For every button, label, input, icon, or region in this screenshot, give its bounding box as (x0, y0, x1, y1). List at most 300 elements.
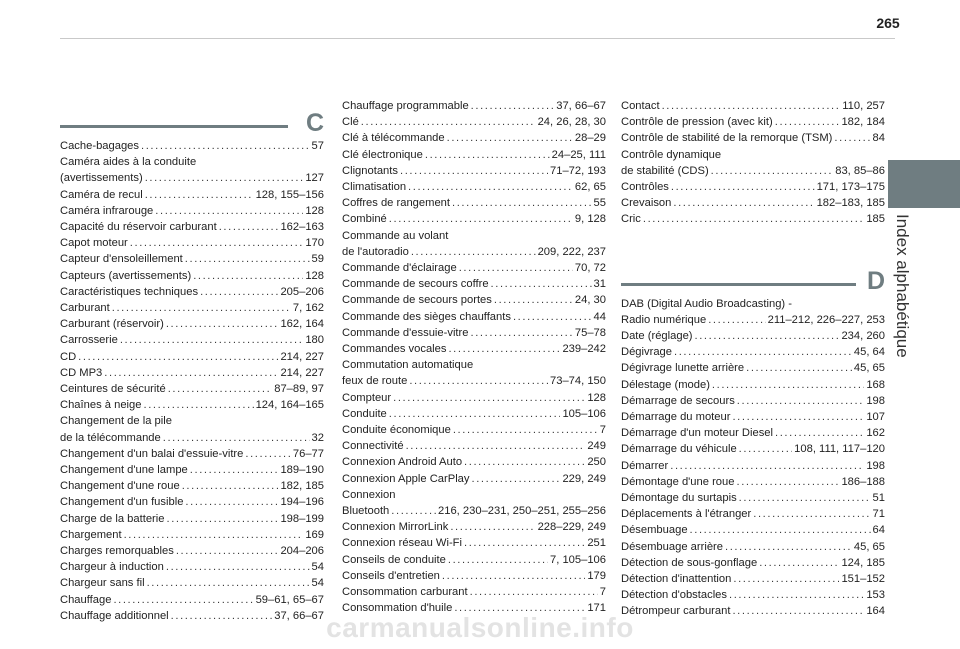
index-entry (621, 555, 885, 571)
entry-term: Déplacements à l'étranger (621, 508, 752, 521)
entry-term: Capteurs (avertissements) (60, 269, 192, 282)
entry-term: Compteur (342, 391, 392, 404)
index-entry (342, 422, 606, 438)
leader-dots (389, 406, 561, 422)
index-entry (60, 559, 324, 575)
entry-pages: 205–206 (280, 285, 324, 298)
section-bar (60, 125, 288, 128)
leader-dots (459, 260, 573, 276)
index-entry-line (60, 349, 324, 365)
index-entry-line (342, 179, 606, 195)
index-entry (342, 228, 606, 260)
index-entry (621, 490, 885, 506)
entry-pages: 228–229, 249 (537, 521, 606, 534)
entry-pages: 37, 66–67 (274, 609, 324, 622)
index-entry-line (342, 422, 606, 438)
index-entry (60, 349, 324, 365)
entry-pages: 76–77 (292, 447, 324, 460)
entry-pages: 51 (872, 492, 885, 505)
index-entry-line (342, 244, 606, 260)
index-entry (342, 584, 606, 600)
entry-pages: 214, 227 (280, 366, 324, 379)
entry-term: Cric (621, 213, 641, 226)
leader-dots (494, 292, 573, 308)
index-entry (60, 413, 324, 445)
entry-term: CD MP3 (60, 366, 103, 379)
index-entry-line (342, 228, 606, 244)
leader-dots (130, 235, 304, 251)
entry-pages: 209, 222, 237 (537, 245, 606, 258)
leader-dots (182, 478, 279, 494)
entry-pages: 216, 230–231, 250–251, 255–256 (438, 505, 606, 518)
entry-term: Commande des sièges chauffants (342, 310, 511, 323)
entry-pages: 164 (866, 605, 885, 618)
leader-dots (732, 409, 864, 425)
entries (621, 98, 885, 228)
entry-pages: 204–206 (280, 545, 324, 558)
entry-pages: 59–61, 65–67 (255, 593, 324, 606)
index-entry-line (60, 332, 324, 348)
entry-pages: 239–242 (562, 343, 606, 356)
index-entry (60, 138, 324, 154)
index-entry (60, 381, 324, 397)
index-entry-line (621, 555, 885, 571)
index-column-3 (621, 98, 885, 620)
index-entry (342, 454, 606, 470)
entry-pages: 198–199 (280, 512, 324, 525)
entry-term: Démarrage du véhicule (621, 443, 737, 456)
entry-term: Capacité du réservoir carburant (60, 221, 217, 234)
entry-term: Chargement (60, 528, 122, 541)
entry-term: Conseils de conduite (342, 553, 446, 566)
index-entry-line (342, 147, 606, 163)
entry-pages: 71–72, 193 (550, 164, 606, 177)
entry-term: Connexion Apple CarPlay (342, 472, 470, 485)
leader-dots (193, 268, 303, 284)
index-entry (621, 211, 885, 227)
entry-term: Capteur d'ensoleillement (60, 253, 183, 266)
index-entry-line (60, 187, 324, 203)
index-entry-line (60, 365, 324, 381)
entry-pages: 28–29 (574, 132, 606, 145)
leader-dots (450, 519, 535, 535)
index-entry (60, 511, 324, 527)
entry-pages: 168 (866, 378, 885, 391)
entry-term: Conduite (342, 407, 387, 420)
section-spacer (621, 228, 885, 264)
entry-term: Clé (342, 116, 359, 129)
entry-pages: 185 (866, 213, 885, 226)
entry-pages: 179 (587, 569, 606, 582)
entry-term: Commande d'éclairage (342, 262, 457, 275)
index-entry (621, 360, 885, 376)
entry-term: Conduite économique (342, 424, 451, 437)
index-entry (60, 235, 324, 251)
entry-pages: 171, 173–175 (816, 181, 885, 194)
leader-dots (739, 490, 871, 506)
index-entry (60, 543, 324, 559)
index-entry-line (342, 341, 606, 357)
entry-term: Changement d'un balai d'essuie-vitre (60, 447, 244, 460)
index-entry-line (621, 425, 885, 441)
leader-dots (712, 377, 864, 393)
entry-term: Délestage (mode) (621, 378, 710, 391)
index-entry (342, 552, 606, 568)
index-entry (342, 114, 606, 130)
leader-dots (448, 552, 548, 568)
entry-term: Combiné (342, 213, 387, 226)
leader-dots (190, 462, 279, 478)
entry-term: Dégivrage lunette arrière (621, 362, 745, 375)
entry-term: Commande de secours portes (342, 294, 492, 307)
index-entry (342, 357, 606, 389)
leader-dots (145, 170, 304, 186)
entry-pages: 211–212, 226–227, 253 (767, 313, 885, 326)
leader-dots (739, 441, 793, 457)
entry-pages: 45, 64 (853, 346, 885, 359)
leader-dots (670, 458, 864, 474)
entry-term: Capot moteur (60, 237, 128, 250)
leader-dots (104, 365, 278, 381)
index-entry (621, 98, 885, 114)
leader-dots (733, 571, 839, 587)
entry-pages: 32 (311, 431, 324, 444)
entry-pages: 7, 162 (292, 302, 324, 315)
index-entry-line (342, 373, 606, 389)
entry-term: Caméra de recul (60, 188, 143, 201)
watermark: carmanualsonline.info (326, 612, 634, 643)
entry-term: feux de route (342, 375, 408, 388)
entry-term: Charge de la batterie (60, 512, 165, 525)
leader-dots (145, 187, 254, 203)
index-entry-line (60, 300, 324, 316)
index-entry-line (621, 312, 885, 328)
entry-term: Charges remorquables (60, 545, 174, 558)
index-entry-line (60, 138, 324, 154)
entry-pages: 54 (311, 577, 324, 590)
entry-pages: 44 (593, 310, 606, 323)
leader-dots (643, 211, 864, 227)
index-entry-line (621, 490, 885, 506)
entry-term: Consommation carburant (342, 586, 468, 599)
entry-pages: 128 (305, 204, 324, 217)
index-entry-line (621, 571, 885, 587)
index-entry (60, 592, 324, 608)
entry-term: Changement d'une roue (60, 480, 180, 493)
index-entry-line (342, 471, 606, 487)
leader-dots (245, 446, 290, 462)
index-entry (621, 409, 885, 425)
entry-pages: 182, 185 (280, 480, 324, 493)
index-entry-line (60, 219, 324, 235)
leader-dots (120, 332, 304, 348)
leader-dots (408, 179, 573, 195)
entry-pages: 7 (599, 586, 606, 599)
entry-term: Dégivrage (621, 346, 672, 359)
index-entry-line (621, 587, 885, 603)
index-entry-line (342, 454, 606, 470)
index-entry-line (621, 474, 885, 490)
index-entry (621, 522, 885, 538)
index-entry-line (342, 195, 606, 211)
index-entry (621, 377, 885, 393)
entry-term: Clé à télécommande (342, 132, 445, 145)
entry-pages: 57 (311, 140, 324, 152)
index-entry-line (60, 316, 324, 332)
page-number: 265 (876, 15, 900, 31)
entry-pages: 180 (305, 334, 324, 347)
entry-pages: 105–106 (562, 407, 606, 420)
index-entry (621, 179, 885, 195)
index-column-2 (342, 98, 606, 617)
entry-pages: 9, 128 (574, 213, 606, 226)
entry-term: Caméra aides à la conduite (60, 156, 197, 169)
leader-dots (736, 474, 839, 490)
index-entry-line (60, 559, 324, 575)
index-entry-line (342, 211, 606, 227)
entry-term: Démontage du surtapis (621, 492, 737, 505)
entries (621, 296, 885, 620)
index-entry-line (60, 478, 324, 494)
leader-dots (113, 592, 253, 608)
index-entry (60, 251, 324, 267)
index-entry-line (60, 251, 324, 267)
entry-term: Carburant (réservoir) (60, 318, 164, 331)
leader-dots (725, 539, 852, 555)
index-entry (342, 471, 606, 487)
index-entry-line (621, 441, 885, 457)
index-entry-line (60, 154, 324, 170)
entry-term: Chargeur à induction (60, 561, 164, 574)
entry-term: Coffres de rangement (342, 197, 451, 210)
entry-pages: 59 (311, 253, 324, 266)
entry-term: Commande au volant (342, 229, 449, 242)
index-entry-line (621, 179, 885, 195)
index-entry-line (342, 406, 606, 422)
entry-term: Contrôles (621, 181, 669, 194)
entry-term: Clé électronique (342, 148, 423, 161)
leader-dots (448, 341, 560, 357)
index-entry (60, 316, 324, 332)
entry-pages: 182–183, 185 (816, 197, 885, 210)
entry-term: Contrôle de stabilité de la remorque (TSM) (621, 132, 833, 145)
entry-pages: 250 (587, 456, 606, 469)
entry-term: Climatisation (342, 181, 407, 194)
leader-dots (746, 360, 852, 376)
entry-pages: 24, 30 (574, 294, 606, 307)
index-entry (60, 494, 324, 510)
entry-pages: 128 (305, 269, 324, 282)
entry-pages: 182, 184 (841, 116, 885, 129)
entry-term: Commandes vocales (342, 343, 447, 356)
leader-dots (453, 422, 598, 438)
entry-term: Caractéristiques techniques (60, 285, 199, 298)
entry-term: Contrôle de pression (avec kit) (621, 116, 773, 129)
index-entry (60, 575, 324, 591)
entry-term: Connexion Android Auto (342, 456, 463, 469)
leader-dots (185, 251, 310, 267)
index-entry (621, 328, 885, 344)
index-entry-line (60, 527, 324, 543)
index-entry-line (621, 98, 885, 114)
leader-dots (166, 511, 278, 527)
section-letter: D (866, 266, 885, 295)
entry-term: Changement d'un fusible (60, 496, 184, 509)
entry-term: Contrôle dynamique (621, 148, 722, 161)
index-entry-line (621, 130, 885, 146)
section-header-c (60, 106, 324, 136)
entry-term: Commande de secours coffre (342, 278, 489, 291)
top-rule (60, 38, 895, 39)
index-entry-line (60, 430, 324, 446)
leader-dots (471, 98, 555, 114)
index-entry (621, 195, 885, 211)
leader-dots (361, 114, 536, 130)
entry-pages: 107 (866, 411, 885, 424)
entry-pages: 198 (866, 394, 885, 407)
index-entry-line (621, 296, 885, 312)
index-entry-line (342, 584, 606, 600)
entry-term: Carrosserie (60, 334, 118, 347)
entry-term: Clignotants (342, 164, 398, 177)
entry-pages: 87–89, 97 (274, 383, 324, 396)
entry-pages: 7, 105–106 (550, 553, 606, 566)
index-entry (60, 446, 324, 462)
index-entry-line (60, 170, 324, 186)
entry-pages: 128 (587, 391, 606, 404)
index-entry (60, 187, 324, 203)
index-entry (621, 539, 885, 555)
index-entry-line (60, 397, 324, 413)
index-entry (621, 458, 885, 474)
leader-dots (143, 397, 253, 413)
entry-pages: 55 (593, 197, 606, 210)
entry-pages: 45, 65 (853, 540, 885, 553)
index-entry-line (60, 446, 324, 462)
leader-dots (166, 316, 279, 332)
index-entry-line (60, 284, 324, 300)
index-entry-line (60, 413, 324, 429)
index-entry-line (342, 98, 606, 114)
entry-term: Radio numérique (621, 313, 707, 326)
entry-pages: 62, 65 (574, 181, 606, 194)
entry-pages: 45, 65 (853, 362, 885, 375)
leader-dots (834, 130, 870, 146)
leader-dots (737, 393, 865, 409)
index-entry-line (621, 328, 885, 344)
leader-dots (147, 575, 310, 591)
index-entry-line (621, 506, 885, 522)
entry-pages: 64 (872, 524, 885, 537)
index-entry-line (342, 130, 606, 146)
index-entry-line (621, 163, 885, 179)
index-entry (342, 147, 606, 163)
index-column-1 (60, 106, 324, 624)
leader-dots (464, 535, 585, 551)
entry-term: Démarrer (621, 459, 669, 472)
leader-dots (409, 373, 548, 389)
leader-dots (166, 559, 310, 575)
index-entry-line (342, 390, 606, 406)
entry-pages: 162–163 (280, 221, 324, 234)
entry-term: Détection d'inattention (621, 573, 732, 586)
index-entry (342, 309, 606, 325)
index-entry-line (60, 268, 324, 284)
leader-dots (411, 244, 536, 260)
leader-dots (200, 284, 278, 300)
index-entry-line (621, 147, 885, 163)
index-entry (621, 296, 885, 328)
leader-dots (442, 568, 585, 584)
index-entry-line (342, 260, 606, 276)
index-entry-line (621, 377, 885, 393)
index-entry (342, 211, 606, 227)
entry-pages: 127 (305, 172, 324, 185)
index-entry (60, 203, 324, 219)
side-tab (888, 160, 960, 208)
index-entry (60, 284, 324, 300)
leader-dots (472, 471, 561, 487)
entry-pages: 186–188 (841, 475, 885, 488)
index-entry-line (60, 381, 324, 397)
entry-pages: 73–74, 150 (550, 375, 606, 388)
index-entry (342, 163, 606, 179)
entry-pages: 229, 249 (562, 472, 606, 485)
leader-dots (400, 163, 548, 179)
entry-pages: 124, 164–165 (255, 399, 324, 412)
entries (342, 98, 606, 617)
index-entry-line (621, 211, 885, 227)
entry-pages: 31 (593, 278, 606, 291)
index-entry (60, 332, 324, 348)
index-entry-line (342, 357, 606, 373)
entry-term: de stabilité (CDS) (621, 164, 709, 177)
index-entry (342, 487, 606, 519)
index-entry-line (342, 163, 606, 179)
index-entry (60, 219, 324, 235)
index-entry (621, 425, 885, 441)
entry-term: Crevaison (621, 197, 672, 210)
leader-dots (452, 195, 592, 211)
entry-term: Démontage d'une roue (621, 475, 735, 488)
index-entry (60, 365, 324, 381)
leader-dots (141, 138, 310, 154)
index-entry (60, 527, 324, 543)
entry-pages: 84 (872, 132, 885, 145)
entries (60, 138, 324, 624)
index-entry-line (621, 195, 885, 211)
index-entry (342, 519, 606, 535)
index-entry (342, 260, 606, 276)
leader-dots (470, 584, 598, 600)
entry-term: Détrompeur carburant (621, 605, 731, 618)
index-entry-line (342, 503, 606, 519)
entry-term: Changement d'une lampe (60, 464, 188, 477)
leader-dots (464, 454, 585, 470)
entry-pages: 108, 111, 117–120 (794, 443, 885, 456)
entry-pages: 24–25, 111 (551, 148, 606, 161)
index-entry (621, 587, 885, 603)
index-entry (342, 390, 606, 406)
index-entry-line (342, 292, 606, 308)
index-entry-line (342, 535, 606, 551)
index-entry (621, 506, 885, 522)
index-entry (60, 397, 324, 413)
index-entry-line (60, 203, 324, 219)
section-letter: C (305, 109, 324, 137)
index-entry-line (342, 568, 606, 584)
leader-dots (391, 503, 436, 519)
